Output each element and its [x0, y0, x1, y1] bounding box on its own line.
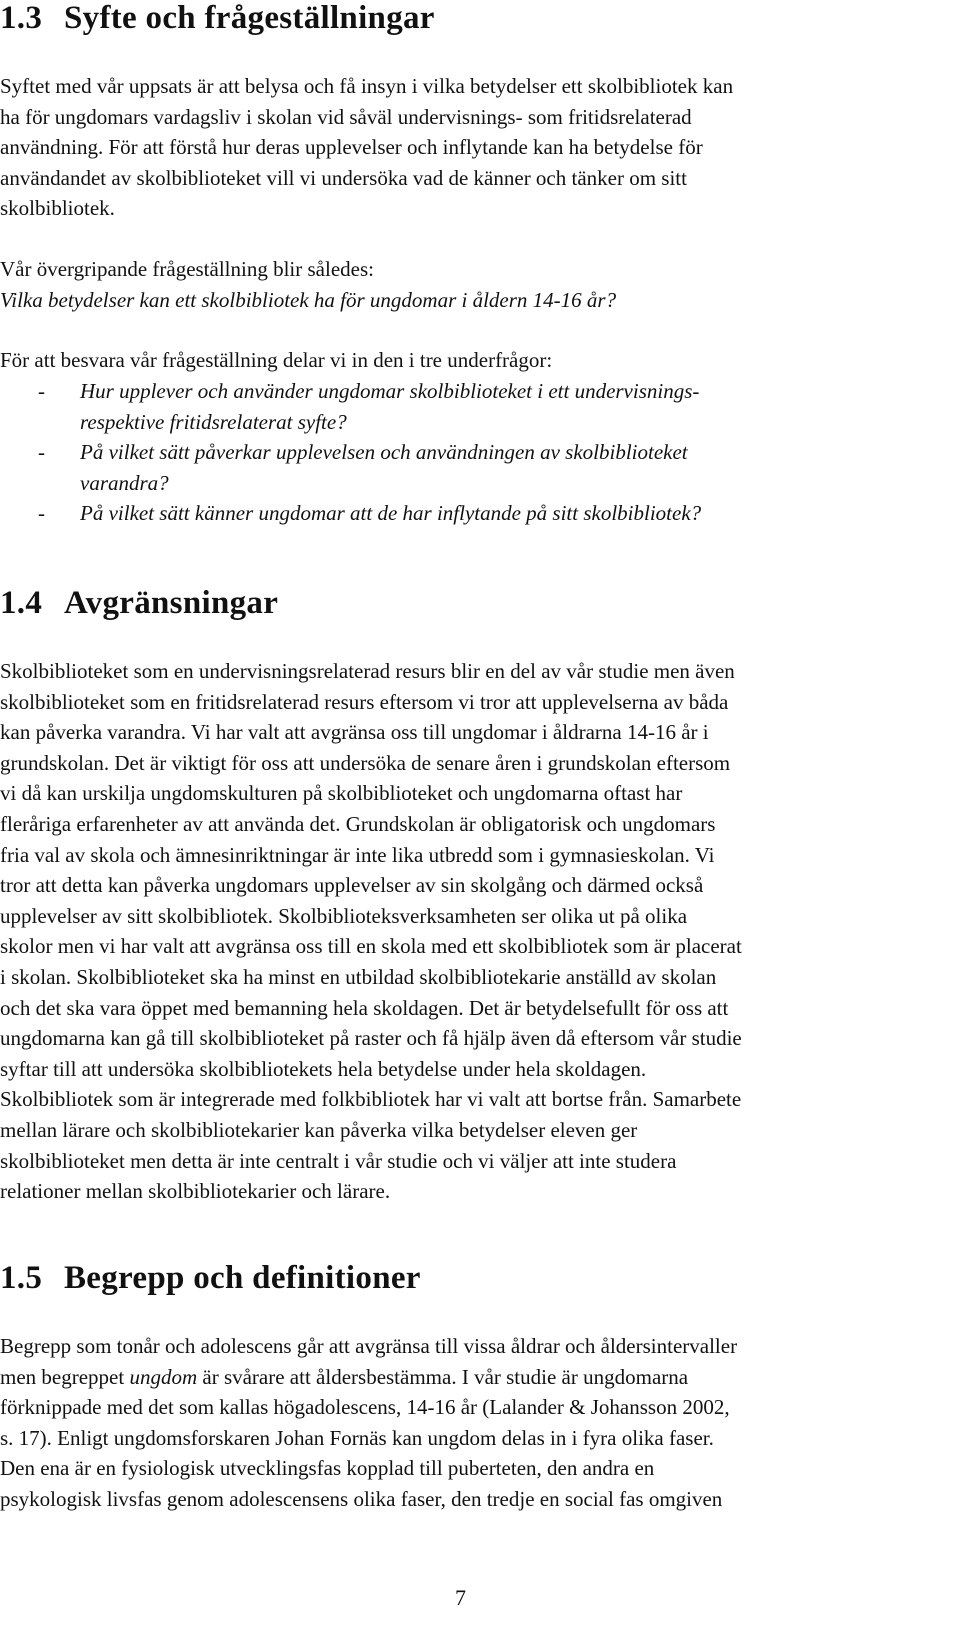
text-line: relationer mellan skolbibliotekarier och lärare. — [0, 1179, 391, 1204]
section-number: 1.5 — [0, 1260, 43, 1296]
text-line: fleråriga erfarenheter av att använda det. Grundskolan är obligatorisk och ungdomars — [0, 811, 716, 836]
text-line — [0, 1362, 958, 1393]
subquestion-intro — [0, 345, 958, 376]
text-line: grundskolan. Det är viktigt för oss att undersöka de senare åren i grundskolan eftersom — [0, 750, 731, 775]
text-line: upplevelser av sitt skolbibliotek. Skolbiblioteksverksamheten ser olika ut på olika — [0, 903, 688, 928]
text-line: skolor men vi har valt att avgränsa oss till en skola med ett skolbibliotek som är placerat — [0, 934, 742, 959]
text-line: Hur upplever och använder ungdomar skolbiblioteket i ett undervisnings- — [80, 379, 700, 403]
list-bullet: - — [38, 440, 45, 465]
text-line: skolbibliotek. — [0, 196, 115, 221]
text-line: På vilket sätt påverkar upplevelsen och användningen av skolbiblioteket — [80, 440, 688, 465]
emphasized-term: ungdom — [129, 1364, 198, 1389]
text-line: skolbiblioteket men detta är inte centralt i vår studie och vi väljer att inte studera — [0, 1148, 677, 1173]
subquestion-list — [0, 376, 958, 529]
section-heading-1-4 — [0, 585, 278, 621]
section-heading-1-5 — [0, 1260, 421, 1296]
text-line: Syftet med vår uppsats är att belysa och få insyn i vilka betydelser ett skolbibliotek kan — [0, 74, 734, 98]
text-line: Begrepp som tonår och adolescens går att avgränsa till vissa åldrar och åldersintervaller — [0, 1334, 738, 1358]
text-line: s. 17). Enligt ungdomsforskaren Johan Fornäs kan ungdom delas in i fyra olika faser. — [0, 1425, 714, 1450]
section-title: Syfte och frågeställningar — [64, 0, 435, 36]
text-line: Skolbiblioteket som en undervisningsrelaterad resurs blir en del av vår studie men även — [0, 659, 735, 683]
text-line: ha för ungdomars vardagsliv i skolan vid såväl undervisnings- som fritidsrelaterad — [0, 104, 692, 129]
text-line: ungdomarna kan gå till skolbiblioteket på raster och få hjälp även då eftersom vår studie — [0, 1026, 742, 1051]
text-line: förknippade med det som kallas högadolescens, 14-16 år (Lalander & Johansson 2002, — [0, 1395, 730, 1420]
purpose-paragraph — [0, 71, 958, 224]
text-line: användandet av skolbiblioteket vill vi undersöka vad de känner och tänker om sitt — [0, 165, 687, 190]
text-line: varandra? — [80, 470, 169, 495]
section-title: Begrepp och definitioner — [64, 1260, 421, 1296]
list-item — [0, 498, 958, 529]
text-line: och det ska vara öppet med bemanning hela skoldagen. Det är betydelsefullt för oss att — [0, 995, 729, 1020]
section-heading-1-3 — [0, 0, 435, 36]
text-line: På vilket sätt känner ungdomar att de har inflytande på sitt skolbibliotek? — [80, 501, 702, 526]
research-question-paragraph — [0, 254, 958, 315]
question-intro: Vår övergripande frågeställning blir således: — [0, 257, 374, 281]
list-item — [0, 376, 958, 437]
list-item — [0, 437, 958, 498]
text-line: respektive fritidsrelaterat syfte? — [80, 409, 347, 434]
text-line: mellan lärare och skolbibliotekarier kan påverka vilka betydelser eleven ger — [0, 1117, 638, 1142]
section-number: 1.3 — [0, 0, 43, 36]
text-line: vi då kan urskilja ungdomskulturen på skolbiblioteket och ungdomarna oftast har — [0, 781, 683, 806]
text-line: syftar till att undersöka skolbibliotekets hela betydelse under hela skoldagen. — [0, 1056, 647, 1081]
text-line: kan påverka varandra. Vi har valt att avgränsa oss till ungdomar i åldrarna 14-16 år i — [0, 720, 709, 745]
text-line: psykologisk livsfas genom adolescensens olika faser, den tredje en social fas omgiven — [0, 1486, 723, 1511]
text-line: i skolan. Skolbiblioteket ska ha minst en utbildad skolbibliotekarie anställd av skolan — [0, 964, 717, 989]
text-fragment: men begreppet — [0, 1364, 130, 1389]
page-number: 7 — [455, 1585, 466, 1610]
list-bullet: - — [38, 379, 45, 403]
list-bullet: - — [38, 501, 45, 526]
text-line: För att besvara vår frågeställning delar vi in den i tre underfrågor: — [0, 348, 553, 372]
text-line: Den ena är en fysiologisk utvecklingsfas kopplad till puberteten, den andra en — [0, 1456, 655, 1481]
text-line: tror att detta kan påverka ungdomars upplevelser av sin skolgång och därmed också — [0, 873, 704, 898]
definitions-paragraph — [0, 1331, 958, 1515]
main-question: Vilka betydelser kan ett skolbibliotek ha för ungdomar i åldern 14-16 år? — [0, 287, 617, 312]
section-number: 1.4 — [0, 585, 43, 621]
section-title: Avgränsningar — [64, 585, 279, 621]
text-fragment: är svårare att åldersbestämma. I vår studie är ungdomarna — [197, 1364, 689, 1389]
delimitations-paragraph — [0, 656, 958, 1207]
text-line: fria val av skola och ämnesinriktningar är inte lika utbredd som i gymnasieskolan. Vi — [0, 842, 715, 867]
text-line: Skolbibliotek som är integrerade med folkbibliotek har vi valt att bortse från. Samarbete — [0, 1087, 742, 1112]
text-line: skolbiblioteket som en fritidsrelaterad resurs eftersom vi tror att upplevelserna av båda — [0, 689, 729, 714]
text-line: användning. För att förstå hur deras upplevelser och inflytande kan ha betydelse för — [0, 135, 703, 160]
